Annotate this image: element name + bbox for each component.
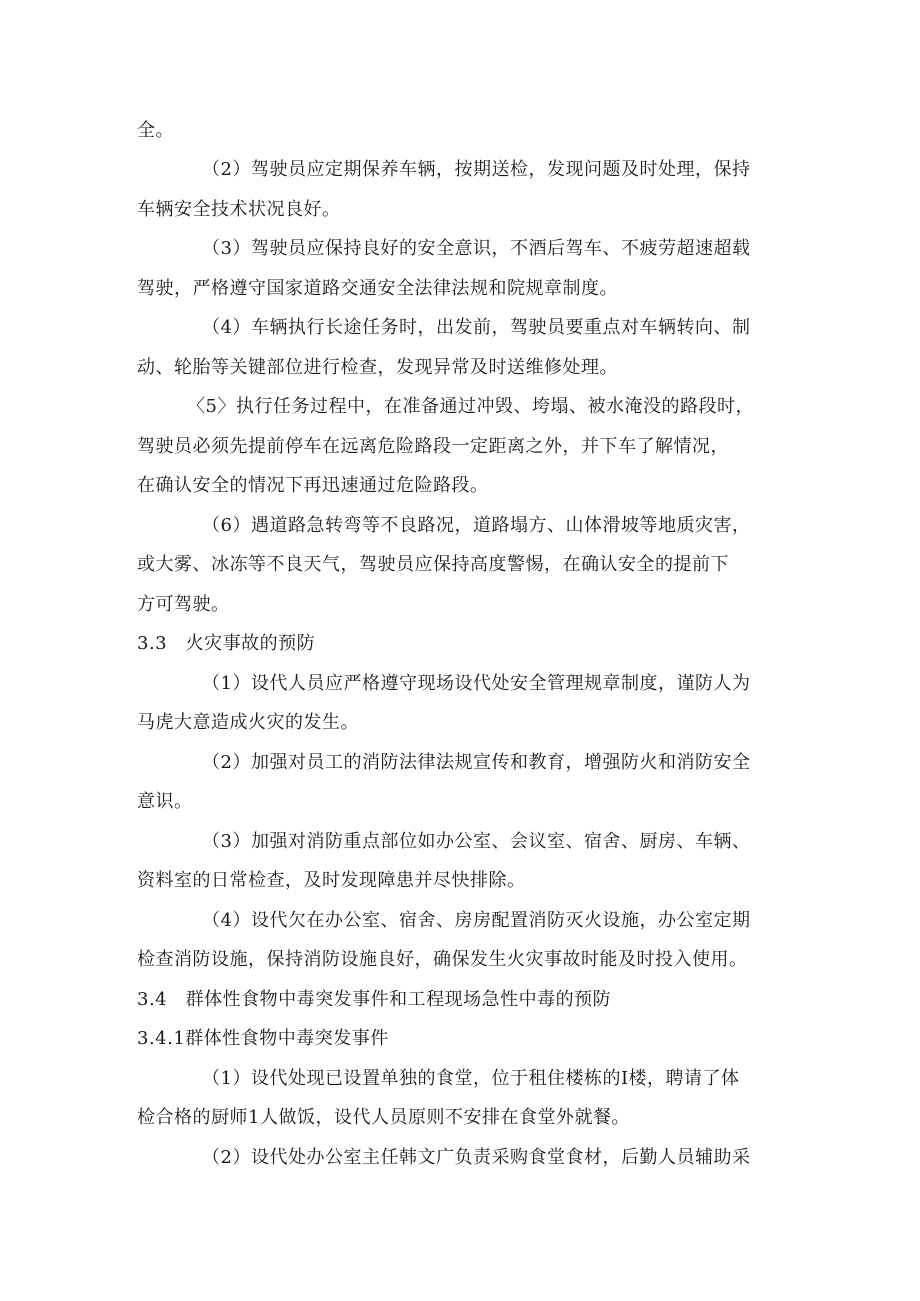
list-item-4-long-trip-check: （4）车辆执行长途任务时，出发前，驾驶员要重点对车辆转向、制 bbox=[202, 317, 751, 338]
list-item-4-fire-equipment: （4）设代欠在办公室、宿舍、房房配置消防灭火设施，办公室定期 bbox=[202, 910, 751, 931]
text-line: 驾驶，严格遵守国家道路交通安全法律法规和院规章制度。 bbox=[137, 278, 618, 299]
list-item-2-fire-education: （2）加强对员工的消防法律法规宣传和教育，增强防火和消防安全 bbox=[202, 752, 751, 773]
list-item-1-canteen: （1）设代处现已设置单独的食堂，位于租住楼栋的I楼，聘请了体 bbox=[202, 1068, 740, 1089]
text-line: 全。 bbox=[137, 120, 174, 141]
text-line: 动、轮胎等关键部位进行检查，发现异常及时送维修处理。 bbox=[137, 357, 618, 378]
text-line: 意识。 bbox=[137, 791, 193, 812]
text-line: 方可驾驶。 bbox=[137, 594, 230, 615]
list-item-2-food-purchasing: （2）设代处办公室主任韩文广负责采购食堂食材，后勤人员辅助采 bbox=[202, 1147, 751, 1168]
text-line: 驾驶员必须先提前停车在远离危险路段一定距离之外，并下车了解情况， bbox=[137, 436, 729, 457]
text-line: 车辆安全技术状况良好。 bbox=[137, 199, 341, 220]
list-item-2-vehicle-maintenance: （2）驾驶员应定期保养车辆，按期送检，发现问题及时处理，保持 bbox=[202, 159, 751, 180]
section-heading-3-3: 3.3 火灾事故的预防 bbox=[137, 633, 316, 654]
list-item-5-dangerous-road: 〈5〉执行任务过程中，在准备通过冲毁、垮塌、被水淹没的路段时， bbox=[187, 396, 754, 417]
text-line: 或大雾、冰冻等不良天气，驾驶员应保持高度警惕，在确认安全的提前下 bbox=[137, 554, 729, 575]
text-line: 马虎大意造成火灾的发生。 bbox=[137, 712, 359, 733]
text-line: 资料室的日常检查，及时发现障患并尽快排除。 bbox=[137, 870, 526, 891]
text-line: 检查消防设施，保持消防设施良好，确保发生火灾事故时能及时投入使用。 bbox=[137, 949, 748, 970]
list-item-3-safety-awareness: （3）驾驶员应保持良好的安全意识，不酒后驾车、不疲劳超速超载 bbox=[202, 238, 751, 259]
list-item-3-key-areas-check: （3）加强对消防重点部位如办公室、会议室、宿舍、厨房、车辆、 bbox=[202, 831, 751, 852]
subsection-heading-3-4-1: 3.4.1群体性食物中毒突发事件 bbox=[137, 1028, 389, 1049]
text-line: 在确认安全的情况下再迅速通过危险路段。 bbox=[137, 475, 489, 496]
list-item-6-bad-road-conditions: （6）遇道路急转弯等不良路况，道路塌方、山体滑坡等地质灾害， bbox=[202, 515, 751, 536]
text-line: 检合格的厨师1人做饭，设代人员原则不安排在食堂外就餐。 bbox=[137, 1107, 630, 1128]
list-item-1-fire-rules: （1）设代人员应严格遵守现场设代处安全管理规章制度，谨防人为 bbox=[202, 673, 751, 694]
section-heading-3-4: 3.4 群体性食物中毒突发事件和工程现场急性中毒的预防 bbox=[137, 989, 612, 1010]
